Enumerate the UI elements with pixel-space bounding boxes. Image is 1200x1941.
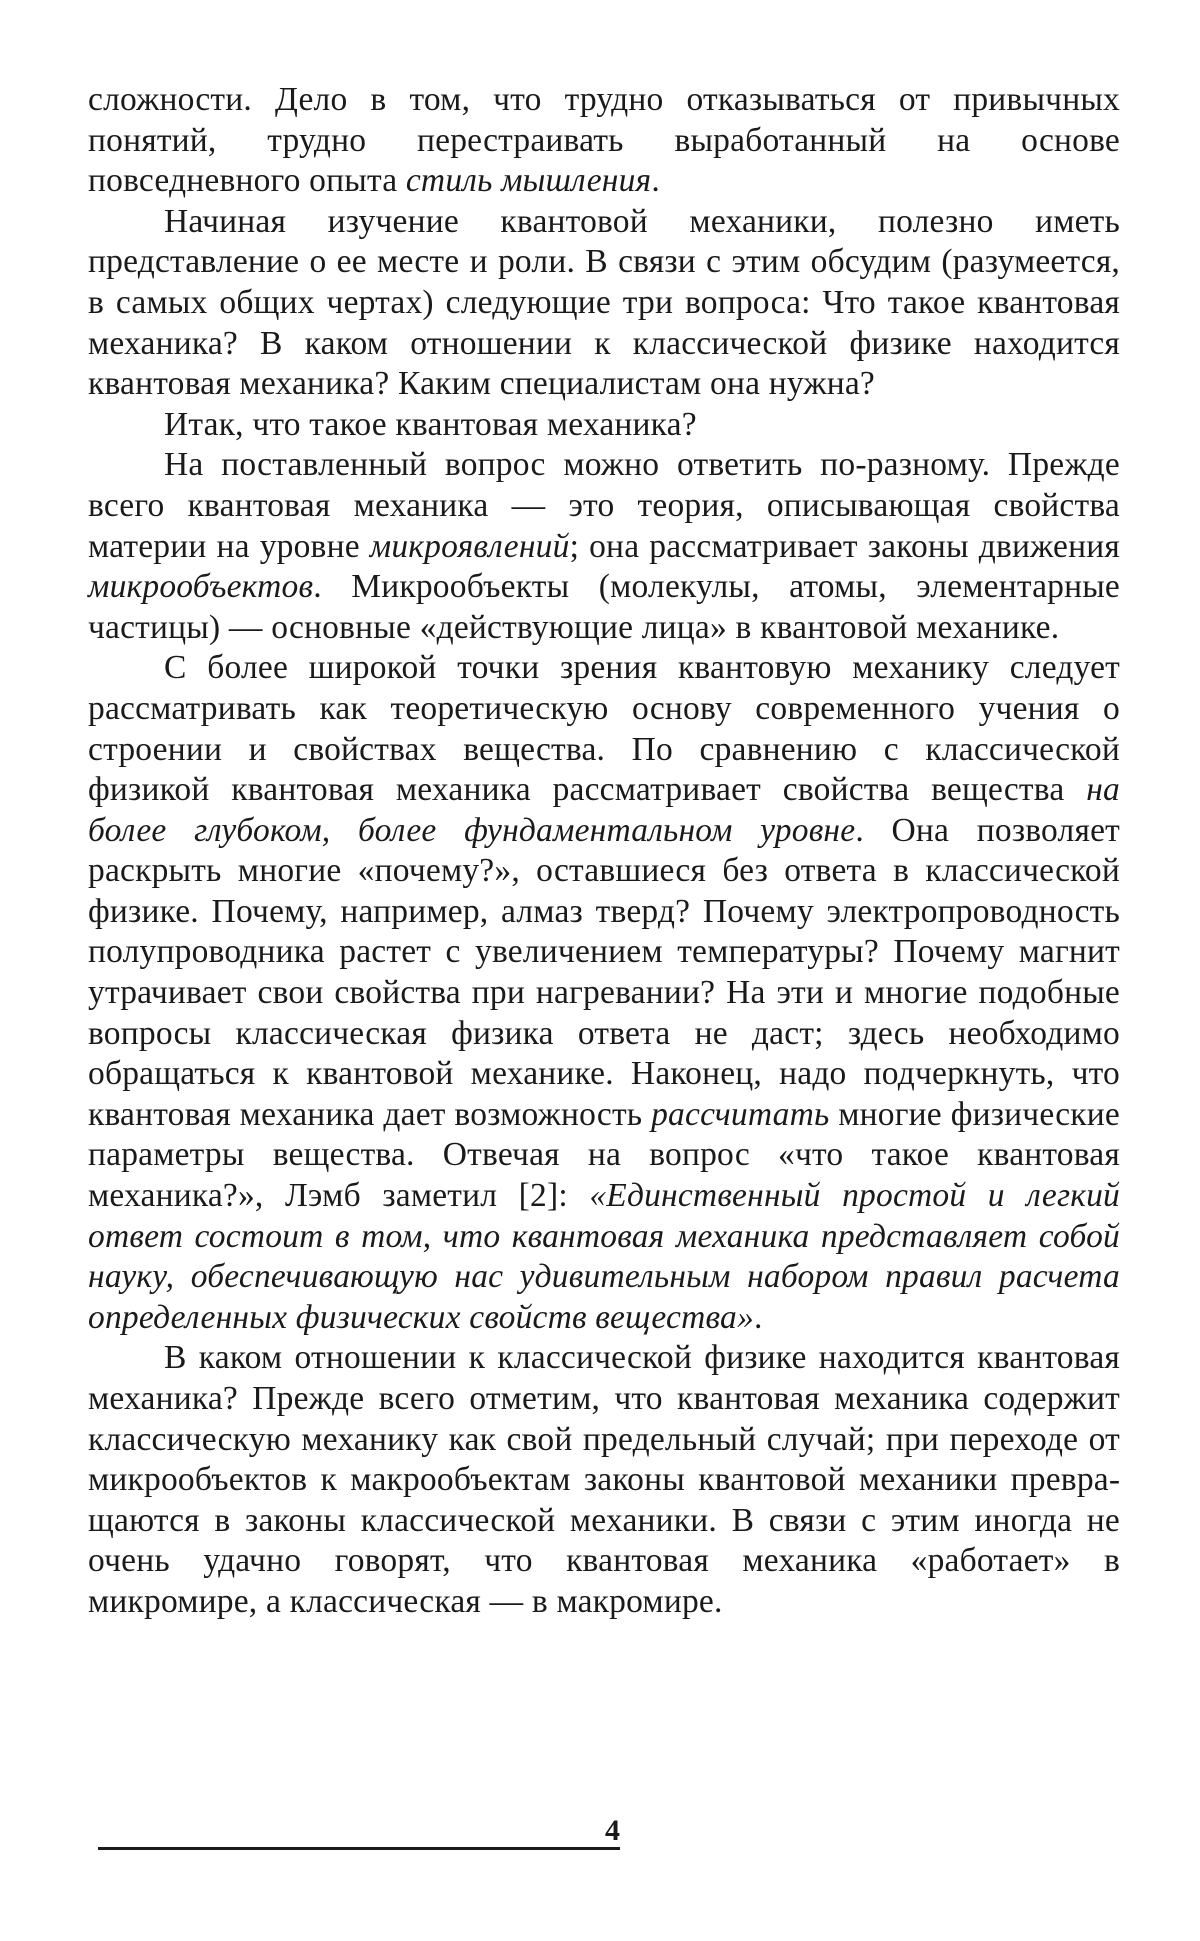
italic-text: на более глубоком, более фундаментальном уровне xyxy=(88,771,1120,849)
text-run: . Она позволяет раскрыть многие «почему?», оставшиеся без ответа в классической физике. Почему, например, алмаз тверд? Почему электропроводность полупроводника растет с увеличением температуры? Почему магнит утрачивает свои свойства при нагревании? На эти и многие подобные вопросы классическая физика ответа не даст; здесь необходимо обращаться к квантовой механике. Наконец, надо подчеркнуть, что квантовая механика дает возможность xyxy=(88,811,1120,1133)
paragraph xyxy=(88,80,1120,202)
page-body xyxy=(88,80,1120,1623)
text-run: ; она рассматривает законы движения xyxy=(569,527,1120,565)
text-body xyxy=(88,80,1120,1623)
text-run: С более широкой точки зрения квантовую механику следует рассматривать как теоретическую основу современного учения о строении и свойствах вещества. По сравнению с классической физикой квантовая механика рассматривает свойства вещества xyxy=(88,649,1120,809)
text-run: Начиная изучение квантовой механики, полезно иметь представление о ее месте и роли. В связи с этим обсудим (разумеется, в самых общих чертах) следующие три вопроса: Что такое квантовая механика? В каком отношении к классической физике находится квантовая механика? Каким специалистам она нужна? xyxy=(88,202,1120,403)
footer-rule xyxy=(98,1847,620,1850)
paragraph xyxy=(88,1338,1120,1622)
italic-text: рассчитать xyxy=(651,1095,830,1133)
text-run: Итак, что такое квантовая механика? xyxy=(164,405,697,443)
italic-text: микрообъектов xyxy=(88,568,314,606)
paragraph xyxy=(88,648,1120,1338)
italic-text: «Единственный простой и легкий ответ состоит в том, что квантовая механика представляет собой науку, обеспечивающую нас удивительным набором правил расчета определенных физических свойств вещества» xyxy=(88,1177,1120,1336)
text-run: . Микрообъекты (молекулы, атомы, элементарные частицы) — основные «действующие лица» в квантовой механике. xyxy=(88,568,1120,646)
page-number: 4 xyxy=(605,1814,620,1847)
text-run: многие физические параметры вещества. Отвечая на вопрос «что такое квантовая механика?», Лэмб заметил [2]: xyxy=(88,1095,1120,1215)
text-run: На поставленный вопрос можно ответить по-разному. Прежде всего квантовая механика — это теория, описывающая свойства материи на уровне xyxy=(88,446,1120,565)
paragraph xyxy=(88,405,1120,446)
italic-text: микроявлений xyxy=(369,527,570,565)
paragraph xyxy=(88,202,1120,405)
page-footer xyxy=(98,1810,620,1850)
italic-text: стиль мышления xyxy=(405,162,652,200)
text-run: . xyxy=(753,1298,763,1336)
paragraph xyxy=(88,445,1120,648)
text-run: В каком отношении к классической физике находится квантовая механика? Прежде всего отметим, что квантовая механика содержит классическую механику как свой предельный случай; при переходе от микрообъектов к макрообъектам законы квантовой механики превращаются в законы классической механики. В связи с этим иногда не очень удачно говорят, что квантовая механика «работает» в микромире, а классическая — в макромире. xyxy=(88,1339,1120,1620)
text-run: сложности. Дело в том, что трудно отказываться от привычных понятий, трудно перестраивать выработанный на основе повседневного опыта xyxy=(88,81,1120,200)
text-run: . xyxy=(651,162,660,200)
